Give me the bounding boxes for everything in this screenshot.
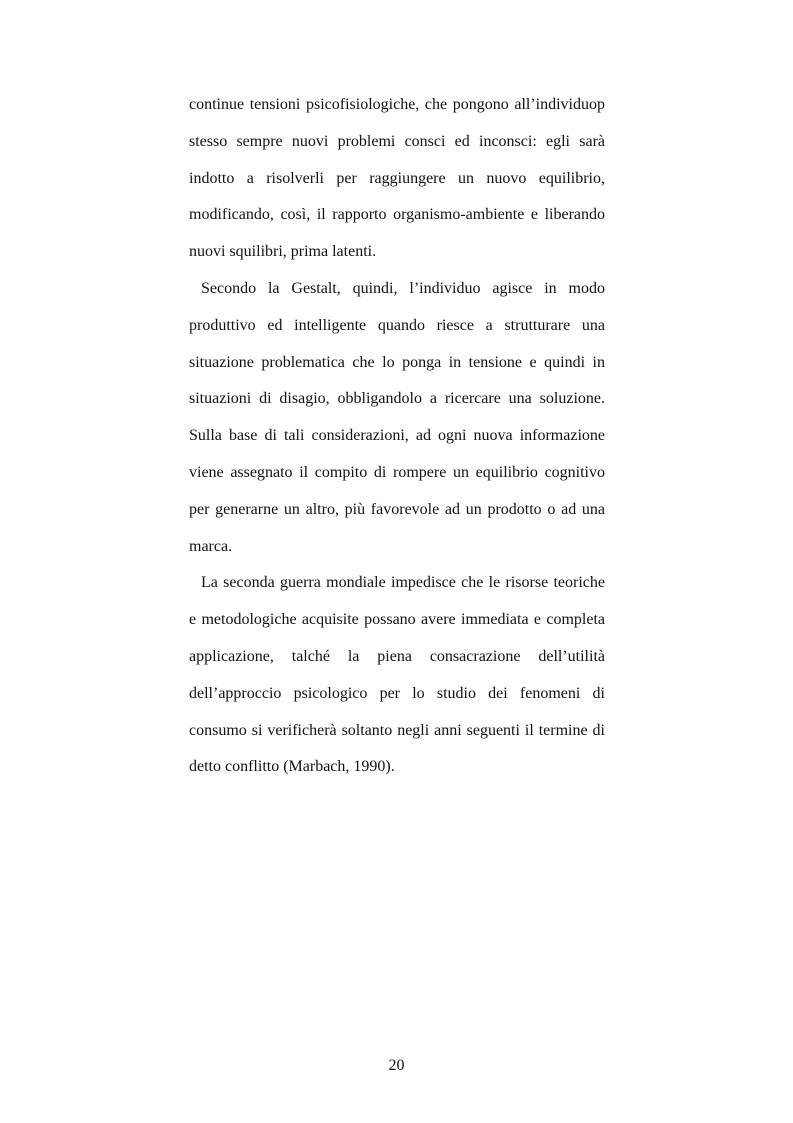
paragraph-world-war: La seconda guerra mondiale impedisce che le risorse teoriche e metodologiche acquisite possano avere immediata e completa applicazione, talché la piena consacrazione dell’utilità dell’approccio psicologico per lo studio dei fenomeni di consumo si verificherà soltanto negli anni seguenti il termine di detto conflitto (Marbach, 1990).	[189, 574, 605, 776]
paragraph-gestalt: Secondo la Gestalt, quindi, l’individuo agisce in modo produttivo ed intelligente quando riesce a strutturare una situazione problematica che lo ponga in tensione e quindi in situazioni di disagio, obbligandolo a ricercare una soluzione. Sulla base di tali considerazioni, ad ogni nuova informazione viene assegnato il compito di rompere un equilibrio cognitivo per generarne un altro, più favorevole ad un prodotto o ad una marca.	[189, 279, 605, 555]
page-number: 20	[388, 1057, 405, 1074]
paragraph-continuation: continue tensioni psicofisiologiche, che pongono all’individuop stesso sempre nuovi problemi consci ed inconsci: egli sarà indotto a risolverli per raggiungere un nuovo equilibrio, modificando, così, il rapporto organismo-ambiente e liberando nuovi squilibri, prima latenti.	[189, 96, 605, 261]
body-text	[189, 87, 605, 786]
